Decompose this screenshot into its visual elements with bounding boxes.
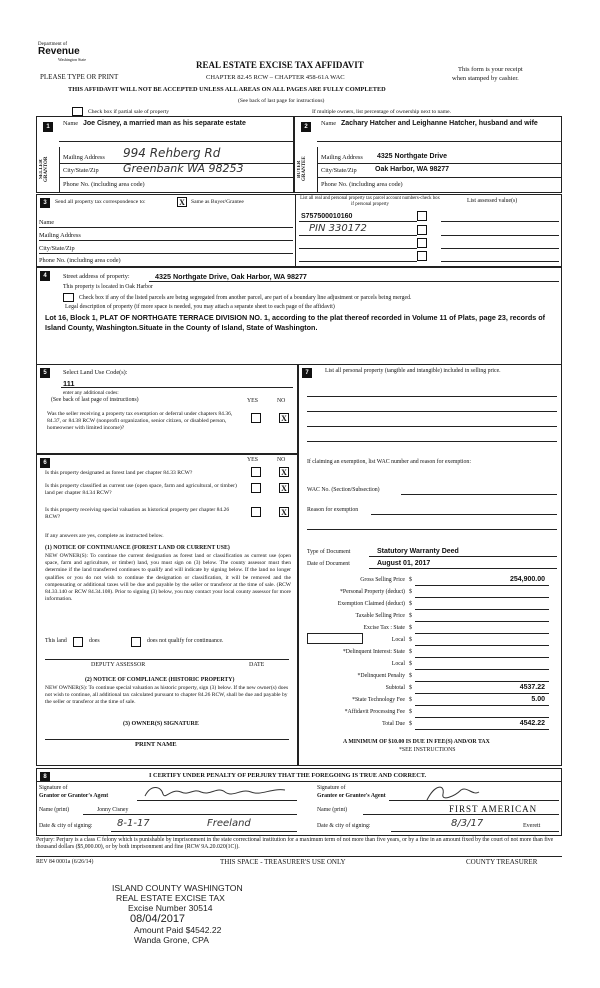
row-cur-subtotal: $: [409, 685, 412, 691]
land-use-code: 111: [63, 379, 75, 388]
seller-mailing-label: Mailing Address: [63, 154, 105, 161]
buyer-mailing-label: Mailing Address: [321, 154, 363, 161]
section-5-number: 5: [40, 368, 50, 378]
land-not-qualifies-checkbox[interactable]: [131, 637, 141, 647]
deputy-assessor-label: DEPUTY ASSESSOR: [91, 662, 146, 668]
stamp-signer: Wanda Grone, CPA: [134, 935, 209, 945]
section-3-number: 3: [40, 198, 50, 208]
q1-yes-checkbox[interactable]: [251, 467, 261, 477]
row-cur-delinq-int-state: $: [409, 649, 412, 655]
county-treasurer: COUNTY TREASURER: [466, 858, 538, 866]
this-land-label: This land: [45, 638, 67, 644]
stamp-amount: Amount Paid $4542.22: [134, 925, 222, 935]
s3-phone-label: Phone No. (including area code): [39, 257, 121, 264]
row-cur-gross: $: [409, 577, 412, 583]
grantor-date-label: Date & city of signing:: [39, 823, 93, 829]
parcel-header: List all real and personal property tax parcel account numbers-check box if personal property: [300, 196, 440, 207]
receipt-note-2: when stamped by cashier.: [452, 75, 519, 82]
personal-property-checkbox-3[interactable]: [417, 238, 427, 248]
row-cur-delinq-penalty: $: [409, 673, 412, 679]
land-qualifies-checkbox[interactable]: [73, 637, 83, 647]
q1-no-checkbox[interactable]: X: [279, 467, 289, 477]
q2-no-checkbox[interactable]: X: [279, 483, 289, 493]
assessed-header: List assessed value(s): [467, 198, 518, 204]
buyer-city: Oak Harbor, WA 98277: [375, 166, 450, 173]
section-5-land-use: [36, 364, 298, 454]
personal-property-label: List all personal property (tangible and intangible) included in selling price.: [325, 368, 501, 374]
legal-label: Legal description of property (if more space is needed, you may attach a separate sheet to each page of the affidavit): [65, 304, 335, 310]
does-label: does: [89, 638, 100, 644]
buyer-name: Zachary Hatcher and Leighanne Hatcher, husband and wife: [341, 120, 538, 127]
buyer-name-label: Name: [321, 120, 337, 127]
row-cur-excise-local: $: [409, 637, 412, 643]
seller-mailing: 994 Rehberg Rd: [123, 146, 221, 160]
row-label-processing-fee: *Affidavit Processing Fee: [344, 709, 405, 715]
grantor-sig-label-2: Grantor or Grantor's Agent: [39, 793, 109, 799]
grantee-date: 8/3/17: [451, 818, 484, 829]
doc-type: Statutory Warranty Deed: [377, 548, 459, 555]
section-2-number: 2: [301, 122, 311, 132]
grantor-signature: [141, 782, 301, 802]
buyer-side-label: BUYER GRANTEE: [297, 156, 307, 182]
reason-label: Reason for exemption: [307, 507, 359, 513]
q3-historical: Is this property receiving special valuation as historical property per chapter 84.26 RCW?: [45, 507, 230, 521]
q3-yes-checkbox[interactable]: [251, 507, 261, 517]
form-title: REAL ESTATE EXCISE TAX AFFIDAVIT: [196, 60, 364, 70]
section-8-number: 8: [40, 772, 50, 782]
row-cur-tech-fee: $: [409, 697, 412, 703]
row-label-gross: Gross Selling Price: [360, 577, 405, 583]
section-6-special-land: [36, 454, 298, 766]
row-label-delinq-int-state: *Delinquent Interest: State: [342, 649, 405, 655]
owner-signature-label: (3) OWNER(S) SIGNATURE: [123, 721, 199, 727]
seller-side-label: SELLER GRANTOR: [39, 156, 49, 182]
located-in: This property is located in Oak Harbor: [63, 284, 153, 290]
grantor-date: 8-1-17: [117, 818, 150, 829]
stamp-tax: REAL ESTATE EXCISE TAX: [116, 893, 225, 903]
exemption-label: If claiming an exemption, list WAC number and reason for exemption:: [307, 459, 471, 465]
wac-label: WAC No. (Section/Subsection): [307, 487, 380, 493]
notice2-title: (2) NOTICE OF COMPLIANCE (HISTORIC PROPERTY): [85, 677, 235, 683]
buyer-phone-label: Phone No. (including area code): [321, 181, 403, 188]
seller-name-label: Name: [63, 120, 79, 127]
row-value-subtotal: 4537.22: [519, 684, 545, 691]
row-cur-excise-state: $: [409, 625, 412, 631]
dept-line3: Washington State: [58, 57, 87, 62]
section-8-certification: [36, 768, 562, 836]
q2-yes-checkbox[interactable]: [251, 483, 261, 493]
parcel-1: S757500010160: [301, 213, 353, 220]
exemption-question: Was the seller receiving a property tax exemption or deferral under chapters 84.36, 84.37, or 84.38 RCW (nonprofit organization, senior citizen, or disabled person, homeowner with limited income)?: [47, 411, 233, 432]
row-value-total-due: 4542.22: [519, 720, 545, 727]
grantee-name: FIRST AMERICAN: [449, 804, 538, 814]
stamp-date: 08/04/2017: [130, 913, 186, 925]
personal-property-checkbox-4[interactable]: [417, 251, 427, 261]
grantee-city: Everett: [523, 823, 541, 829]
multiple-owners: If multiple owners, list percentage of ownership next to name.: [312, 109, 452, 115]
exemption-yes-checkbox[interactable]: [251, 413, 261, 423]
row-cur-total-due: $: [409, 721, 412, 727]
section-6-number: 6: [40, 458, 50, 468]
s3-mailing-label: Mailing Address: [39, 232, 81, 239]
form-revision: REV 84 0001a (6/26/14): [36, 859, 94, 865]
row-label-excise-state: Excise Tax : State: [363, 625, 405, 631]
seller-city-label: City/State/Zip: [63, 167, 99, 174]
dept-line2: Revenue: [38, 46, 80, 57]
row-cur-personal: $: [409, 589, 412, 595]
partial-sale-checkbox[interactable]: [72, 107, 83, 116]
row-cur-delinq-int-local: $: [409, 661, 412, 667]
treasurer-space: THIS SPACE - TREASURER'S USE ONLY: [220, 858, 346, 866]
section-1-seller: [36, 116, 294, 193]
legal-description: Lot 16, Block 1, PLAT OF NORTHGATE TERRACE DIVISION NO. 1, according to the plat thereof recorded in Volume 11 of Plats, page 23, records of Island County, Washington.Situate in the County of Island, State of Washington.: [45, 313, 546, 332]
s6-yes-header: YES: [247, 457, 258, 463]
q3-no-checkbox[interactable]: X: [279, 507, 289, 517]
doc-date-label: Date of Document: [307, 561, 350, 567]
q1-forest-land: Is this property designated as forest land per chapter 84.33 RCW?: [45, 470, 193, 476]
row-label-subtotal: Subtotal: [385, 685, 405, 691]
deputy-date-label: DATE: [249, 662, 265, 668]
row-cur-taxable: $: [409, 613, 412, 619]
parcel-2: PIN 330172: [309, 223, 367, 234]
dor-logo: [38, 42, 108, 62]
personal-property-checkbox-1[interactable]: [417, 211, 427, 221]
grantee-sig-label-2: Grantee or Grantee's Agent: [317, 793, 386, 799]
send-correspondence-label: Send all property tax correspondence to:: [55, 199, 146, 205]
section-1-number: 1: [43, 122, 53, 132]
minimum-note: A MINIMUM OF $10.00 IS DUE IN FEE(S) AND/OR TAX: [343, 739, 490, 745]
exemption-no-checkbox[interactable]: X: [279, 413, 289, 423]
row-label-personal: *Personal Property (deduct): [339, 589, 405, 595]
grantor-name: Jonny Cisney: [97, 807, 129, 813]
section-3-tax-correspondence: [36, 194, 562, 267]
notice1-title: (1) NOTICE OF CONTINUANCE (FOREST LAND OR CURRENT USE): [45, 545, 230, 551]
row-label-taxable: Taxable Selling Price: [355, 613, 405, 619]
notice2-text: NEW OWNER(S): To continue special valuation as historic property, sign (3) below. If the new owner(s) does not wish to continue, all additional tax calculated pursuant to chapter 84.26 RCW, shall be due and payable by the seller or transferor at the time of sale.: [45, 685, 289, 706]
section-7-sale-details: [298, 364, 562, 766]
notice1-text: NEW OWNER(S): To continue the current designation as forest land or classification as current use (open space, farm and agriculture, or timber) land, you must sign on (3) below. The county assessor must then determine if the land transferred continues to qualify and will indicate by signing below. If the land no longer qualifies or you do not wish to continue the designation or classification, it will be removed and the compensating or additional taxes will be due and payable by the seller or transferor at the time of sale. (RCW 84.33.140 or RCW 84.34.108). Prior to signing (3) below, you may contact your local county assessor for more information.: [45, 553, 291, 603]
doc-type-label: Type of Document: [307, 549, 351, 555]
row-label-tech-fee: *State Technology Fee: [352, 697, 405, 703]
treasurer-stamp: [110, 883, 243, 945]
receipt-note-1: This form is your receipt: [458, 66, 523, 73]
row-cur-exemption: $: [409, 601, 412, 607]
personal-property-checkbox-2[interactable]: [417, 225, 427, 235]
s5-see-back: (See back of last page of instructions): [51, 397, 139, 403]
row-label-total-due: Total Due: [382, 721, 405, 727]
street-address: 4325 Northgate Drive, Oak Harbor, WA 98277: [155, 272, 307, 281]
print-name-label: PRINT NAME: [135, 741, 177, 748]
grantor-city: Freeland: [207, 818, 251, 829]
row-label-excise-local: Local: [391, 637, 405, 643]
row-label-exemption: Exemption Claimed (deduct): [337, 601, 405, 607]
additional-codes: enter any additional codes:: [63, 390, 119, 396]
s5-yes-header: YES: [247, 398, 258, 404]
warning: THIS AFFIDAVIT WILL NOT BE ACCEPTED UNLESS ALL AREAS ON ALL PAGES ARE FULLY COMPLETED: [68, 86, 386, 93]
perjury-notice: Perjury: Perjury is a class C felony which is punishable by imprisonment in the state correctional institution for a maximum term of not more than five years, or by a fine in an amount fixed by the court of not more than five thousand dollars ($5,000.00), or by both imprisonment and fine (RCW 9A.20.020(1C)).: [36, 837, 554, 851]
row-value-tech-fee: 5.00: [531, 696, 545, 703]
dept-line1: Department of: [38, 42, 68, 47]
row-cur-processing-fee: $: [409, 709, 412, 715]
land-use-label: Select Land Use Code(s):: [63, 369, 128, 376]
same-as-buyer-checkbox[interactable]: X: [177, 197, 187, 207]
s6-no-header: NO: [277, 457, 286, 463]
grantee-date-label: Date & city of signing:: [317, 823, 371, 829]
if-yes-note: If any answers are yes, complete as instructed below.: [45, 533, 164, 539]
section-7-number: 7: [302, 368, 312, 378]
segregated-label: Check box if any of the listed parcels are being segregated from another parcel, are part of a boundary line adjustment or parcels being merged.: [79, 295, 412, 301]
s3-name-label: Name: [39, 219, 55, 226]
same-as-buyer-label: Same as Buyer/Grantee: [191, 199, 244, 205]
please-type: PLEASE TYPE OR PRINT: [40, 73, 119, 81]
grantee-name-label: Name (print): [317, 807, 348, 813]
grantee-sig-label-1: Signature of: [317, 785, 346, 791]
doc-date: August 01, 2017: [377, 560, 431, 567]
seller-name: Joe Cisney, a married man as his separate estate: [83, 120, 246, 127]
see-back: (See back of last page for instructions): [238, 98, 325, 104]
seller-phone-label: Phone No. (including area code): [63, 181, 145, 188]
street-label: Street address of property:: [63, 273, 130, 280]
grantor-sig-label-1: Signature of: [39, 785, 68, 791]
s3-city-label: City/State/Zip: [39, 245, 75, 252]
seller-city: Greenbank WA 98253: [123, 162, 244, 175]
stamp-excise-number: Excise Number 30514: [128, 903, 213, 913]
see-instructions: *SEE INSTRUCTIONS: [399, 747, 456, 753]
partial-sale-label: Check box if partial sale of property: [88, 109, 170, 115]
form-chapter: CHAPTER 82.45 RCW – CHAPTER 458-61A WAC: [206, 74, 345, 81]
grantor-name-label: Name (print): [39, 807, 70, 813]
does-not-label: does not qualify for continuance.: [147, 638, 224, 644]
row-value-gross: 254,900.00: [509, 576, 545, 583]
section-4-number: 4: [40, 271, 50, 281]
stamp-county: ISLAND COUNTY WASHINGTON: [112, 883, 243, 893]
buyer-mailing: 4325 Northgate Drive: [377, 153, 448, 160]
q2-current-use: Is this property classified as current use (open space, farm and agricultural, or timber) land per chapter 84.34 RCW?: [45, 483, 237, 497]
section-4-property: [36, 267, 562, 364]
segregated-checkbox[interactable]: [63, 293, 74, 302]
s5-no-header: NO: [277, 398, 286, 404]
row-label-delinq-penalty: *Delinquent Penalty: [357, 673, 405, 679]
row-label-delinq-int-local: Local: [391, 661, 405, 667]
section-2-buyer: [294, 116, 562, 193]
buyer-city-label: City/State/Zip: [321, 167, 357, 174]
certify-statement: I CERTIFY UNDER PENALTY OF PERJURY THAT THE FOREGOING IS TRUE AND CORRECT.: [149, 772, 427, 779]
